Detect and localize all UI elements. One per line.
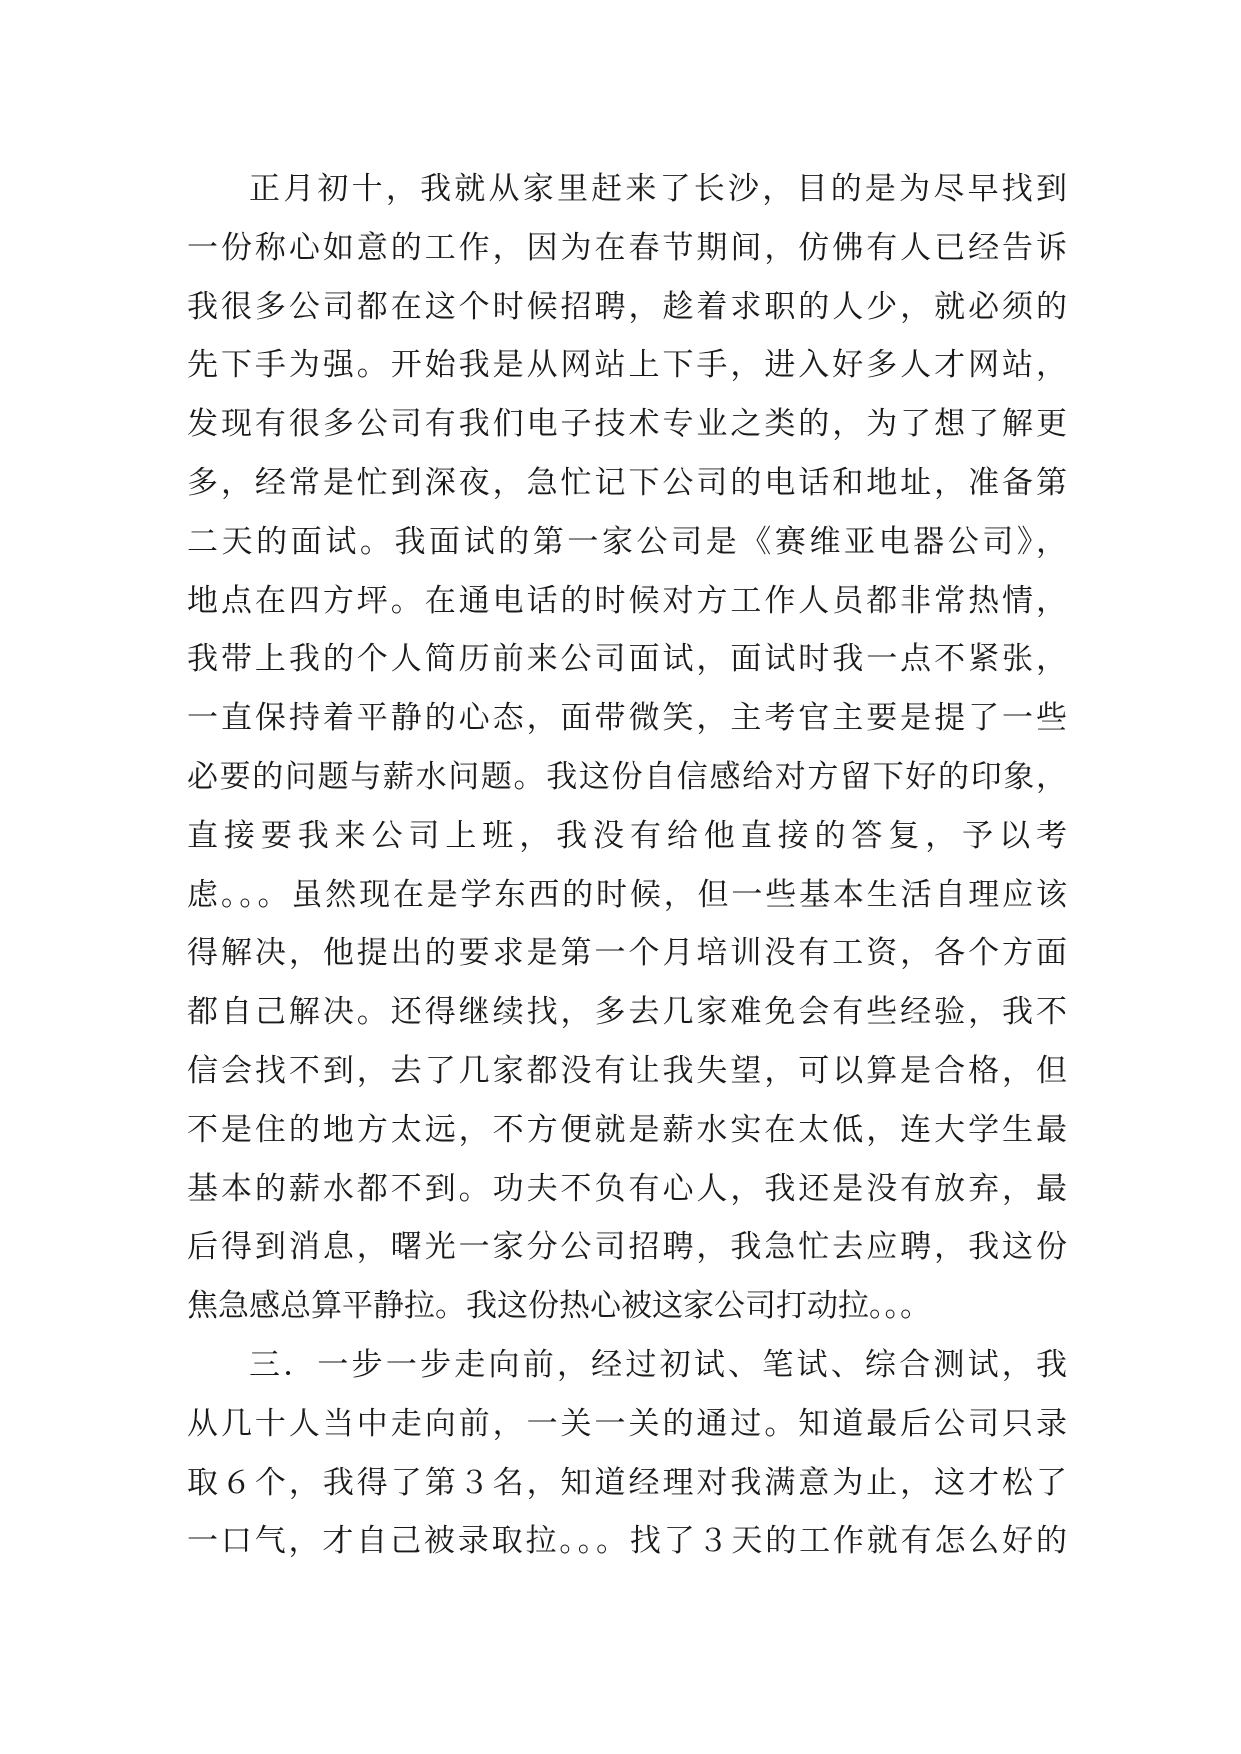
text-line: 一份称心如意的工作，因为在春节期间，仿佛有人已经告诉 [187,229,1067,266]
text-line: 后得到消息，曙光一家分公司招聘，我急忙去应聘，我这份 [187,1229,1067,1266]
text-line: 多，经常是忙到深夜，急忙记下公司的电话和地址，准备第 [187,464,1067,501]
text-line: 一口气，才自己被录取拉。。。找了３天的工作就有怎么好的 [187,1523,1067,1560]
body-text [187,160,1067,1571]
text-line: 地点在四方坪。在通电话的时候对方工作人员都非常热情， [187,582,1067,619]
text-line: 正月初十，我就从家里赶来了长沙，目的是为尽早找到 [249,171,1067,207]
text-line: 从几十人当中走向前，一关一关的通过。知道最后公司只录 [187,1405,1067,1442]
text-line: 基本的薪水都不到。功夫不负有心人，我还是没有放弃，最 [187,1170,1067,1207]
text-line: 必要的问题与薪水问题。我这份自信感给对方留下好的印象， [187,758,1067,795]
text-line: 三．一步一步走向前，经过初试、笔试、综合测试，我 [249,1346,1067,1383]
text-line: 我很多公司都在这个时候招聘，趁着求职的人少，就必须的 [187,288,1067,325]
text-line: 发现有很多公司有我们电子技术专业之类的，为了想了解更 [187,406,1067,443]
text-line: 取６个，我得了第３名，知道经理对我满意为止，这才松了 [187,1464,1067,1501]
text-line: 虑。。。虽然现在是学东西的时候，但一些基本生活自理应该 [187,876,1067,913]
paragraph-2 [187,1336,1067,1571]
text-line: 我带上我的个人简历前来公司面试，面试时我一点不紧张， [187,641,1067,678]
text-line: 焦急感总算平静拉。我这份热心被这家公司打动拉。。。 [187,1288,931,1325]
text-line: 先下手为强。开始我是从网站上下手，进入好多人才网站， [187,347,1067,384]
text-line: 二天的面试。我面试的第一家公司是《赛维亚电器公司》， [187,523,1067,560]
text-line: 得解决，他提出的要求是第一个月培训没有工资，各个方面 [187,935,1067,972]
text-line: 不是住的地方太远，不方便就是薪水实在太低，连大学生最 [187,1111,1067,1148]
text-line: 直接要我来公司上班，我没有给他直接的答复，予以考 [187,817,1067,854]
text-line: 信会找不到，去了几家都没有让我失望，可以算是合格，但 [187,1052,1067,1089]
paragraph-1 [187,160,1067,1336]
text-line: 都自己解决。还得继续找，多去几家难免会有些经验，我不 [187,994,1067,1031]
text-line: 一直保持着平静的心态，面带微笑，主考官主要是提了一些 [187,700,1067,737]
